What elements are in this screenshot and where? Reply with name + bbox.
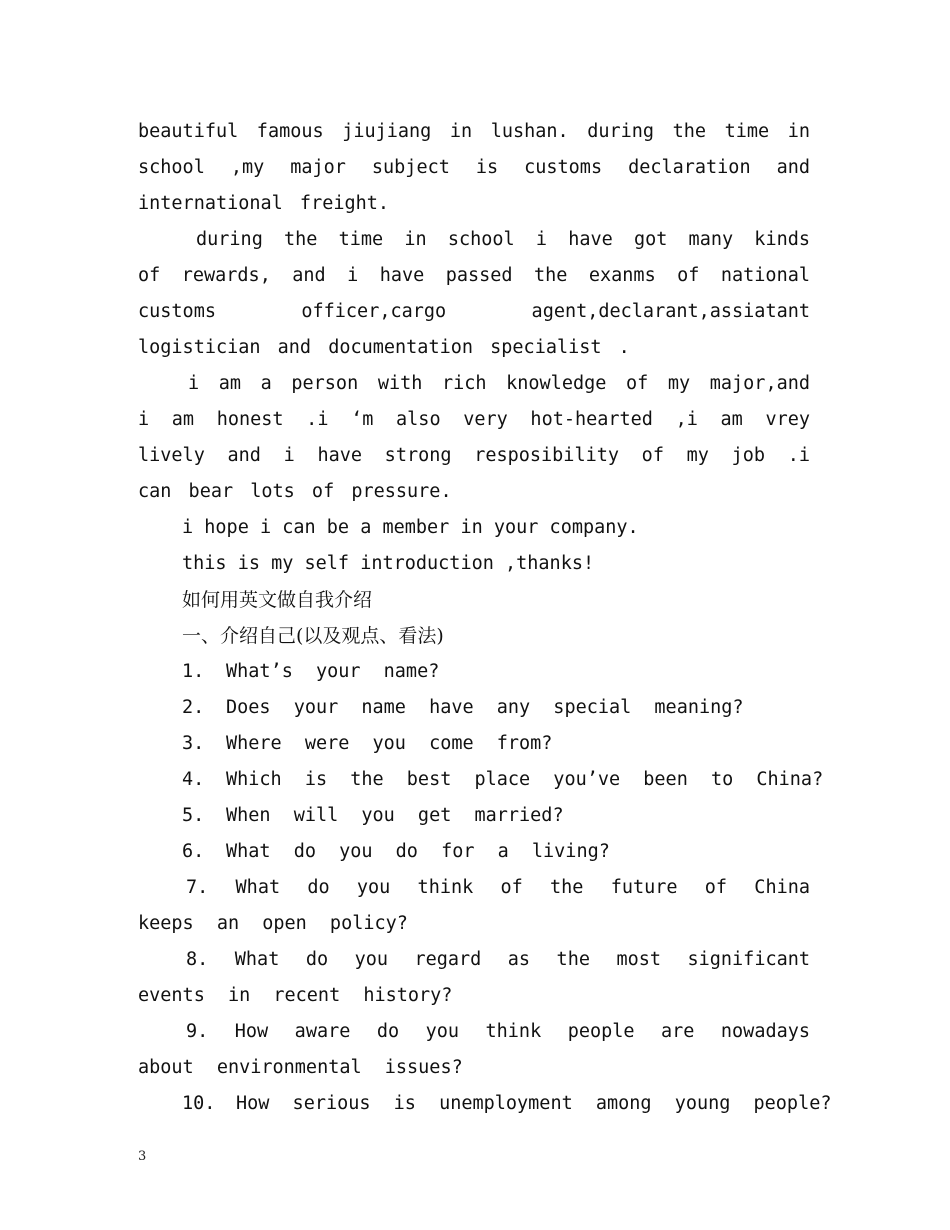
page-number: 3 — [138, 1149, 147, 1164]
question-number: 2. — [182, 697, 205, 718]
question-item — [138, 762, 824, 798]
question-item-wrapped — [138, 870, 810, 942]
paragraph-hope: i hope i can be a member in your company. — [182, 517, 639, 538]
question-item — [138, 690, 810, 726]
question-number: 5. — [182, 805, 205, 826]
question-text: What do you regard as the most significant events in recent history? — [138, 949, 811, 1006]
question-text: Which is the best place you’ve been to China? — [226, 769, 824, 790]
paragraph-rewards: during the time in school i have got many kinds of rewards, and i have passed the exanms of national customs officer,cargo agent,declarant,assiatant logistician and documentation specialist . — [138, 229, 810, 358]
paragraph-background: beautiful famous jiujiang in lushan. during the time in school ,my major subject is customs declaration and international freight. — [138, 121, 810, 214]
question-item — [138, 1086, 832, 1122]
question-item — [138, 834, 810, 870]
question-item — [138, 654, 810, 690]
question-number: 8. — [186, 949, 209, 970]
question-item-wrapped — [138, 1014, 810, 1086]
section-title-chinese: 一、介绍自己(以及观点、看法) — [182, 625, 444, 647]
heading-chinese: 如何用英文做自我介绍 — [182, 589, 373, 611]
question-number: 4. — [182, 769, 205, 790]
question-number: 9. — [186, 1021, 209, 1042]
question-text: What do you do for a living? — [226, 841, 610, 862]
question-item — [138, 798, 810, 834]
question-number: 3. — [182, 733, 205, 754]
paragraph-personality: i am a person with rich knowledge of my major,and i am honest .i ‘m also very hot-hearted ,i am vrey lively and i have strong resposibility of my job .i can bear lots of pressure. — [138, 373, 810, 502]
question-number: 6. — [182, 841, 205, 862]
question-text: What’s your name? — [226, 661, 440, 682]
question-text: Where were you come from? — [226, 733, 553, 754]
paragraph-closing: this is my self introduction ,thanks! — [182, 553, 595, 574]
question-item — [138, 726, 810, 762]
question-text: How aware do you think people are nowadays about environmental issues? — [138, 1021, 811, 1078]
question-number: 1. — [182, 661, 205, 682]
question-item-wrapped — [138, 942, 810, 1014]
question-text: When will you get married? — [226, 805, 564, 826]
question-text: What do you think of the future of China keeps an open policy? — [138, 877, 810, 934]
question-number: 10. — [182, 1093, 216, 1114]
question-number: 7. — [186, 877, 209, 898]
question-text: How serious is unemployment among young people? — [236, 1093, 832, 1114]
question-text: Does your name have any special meaning? — [226, 697, 744, 718]
document-body — [138, 114, 832, 1122]
